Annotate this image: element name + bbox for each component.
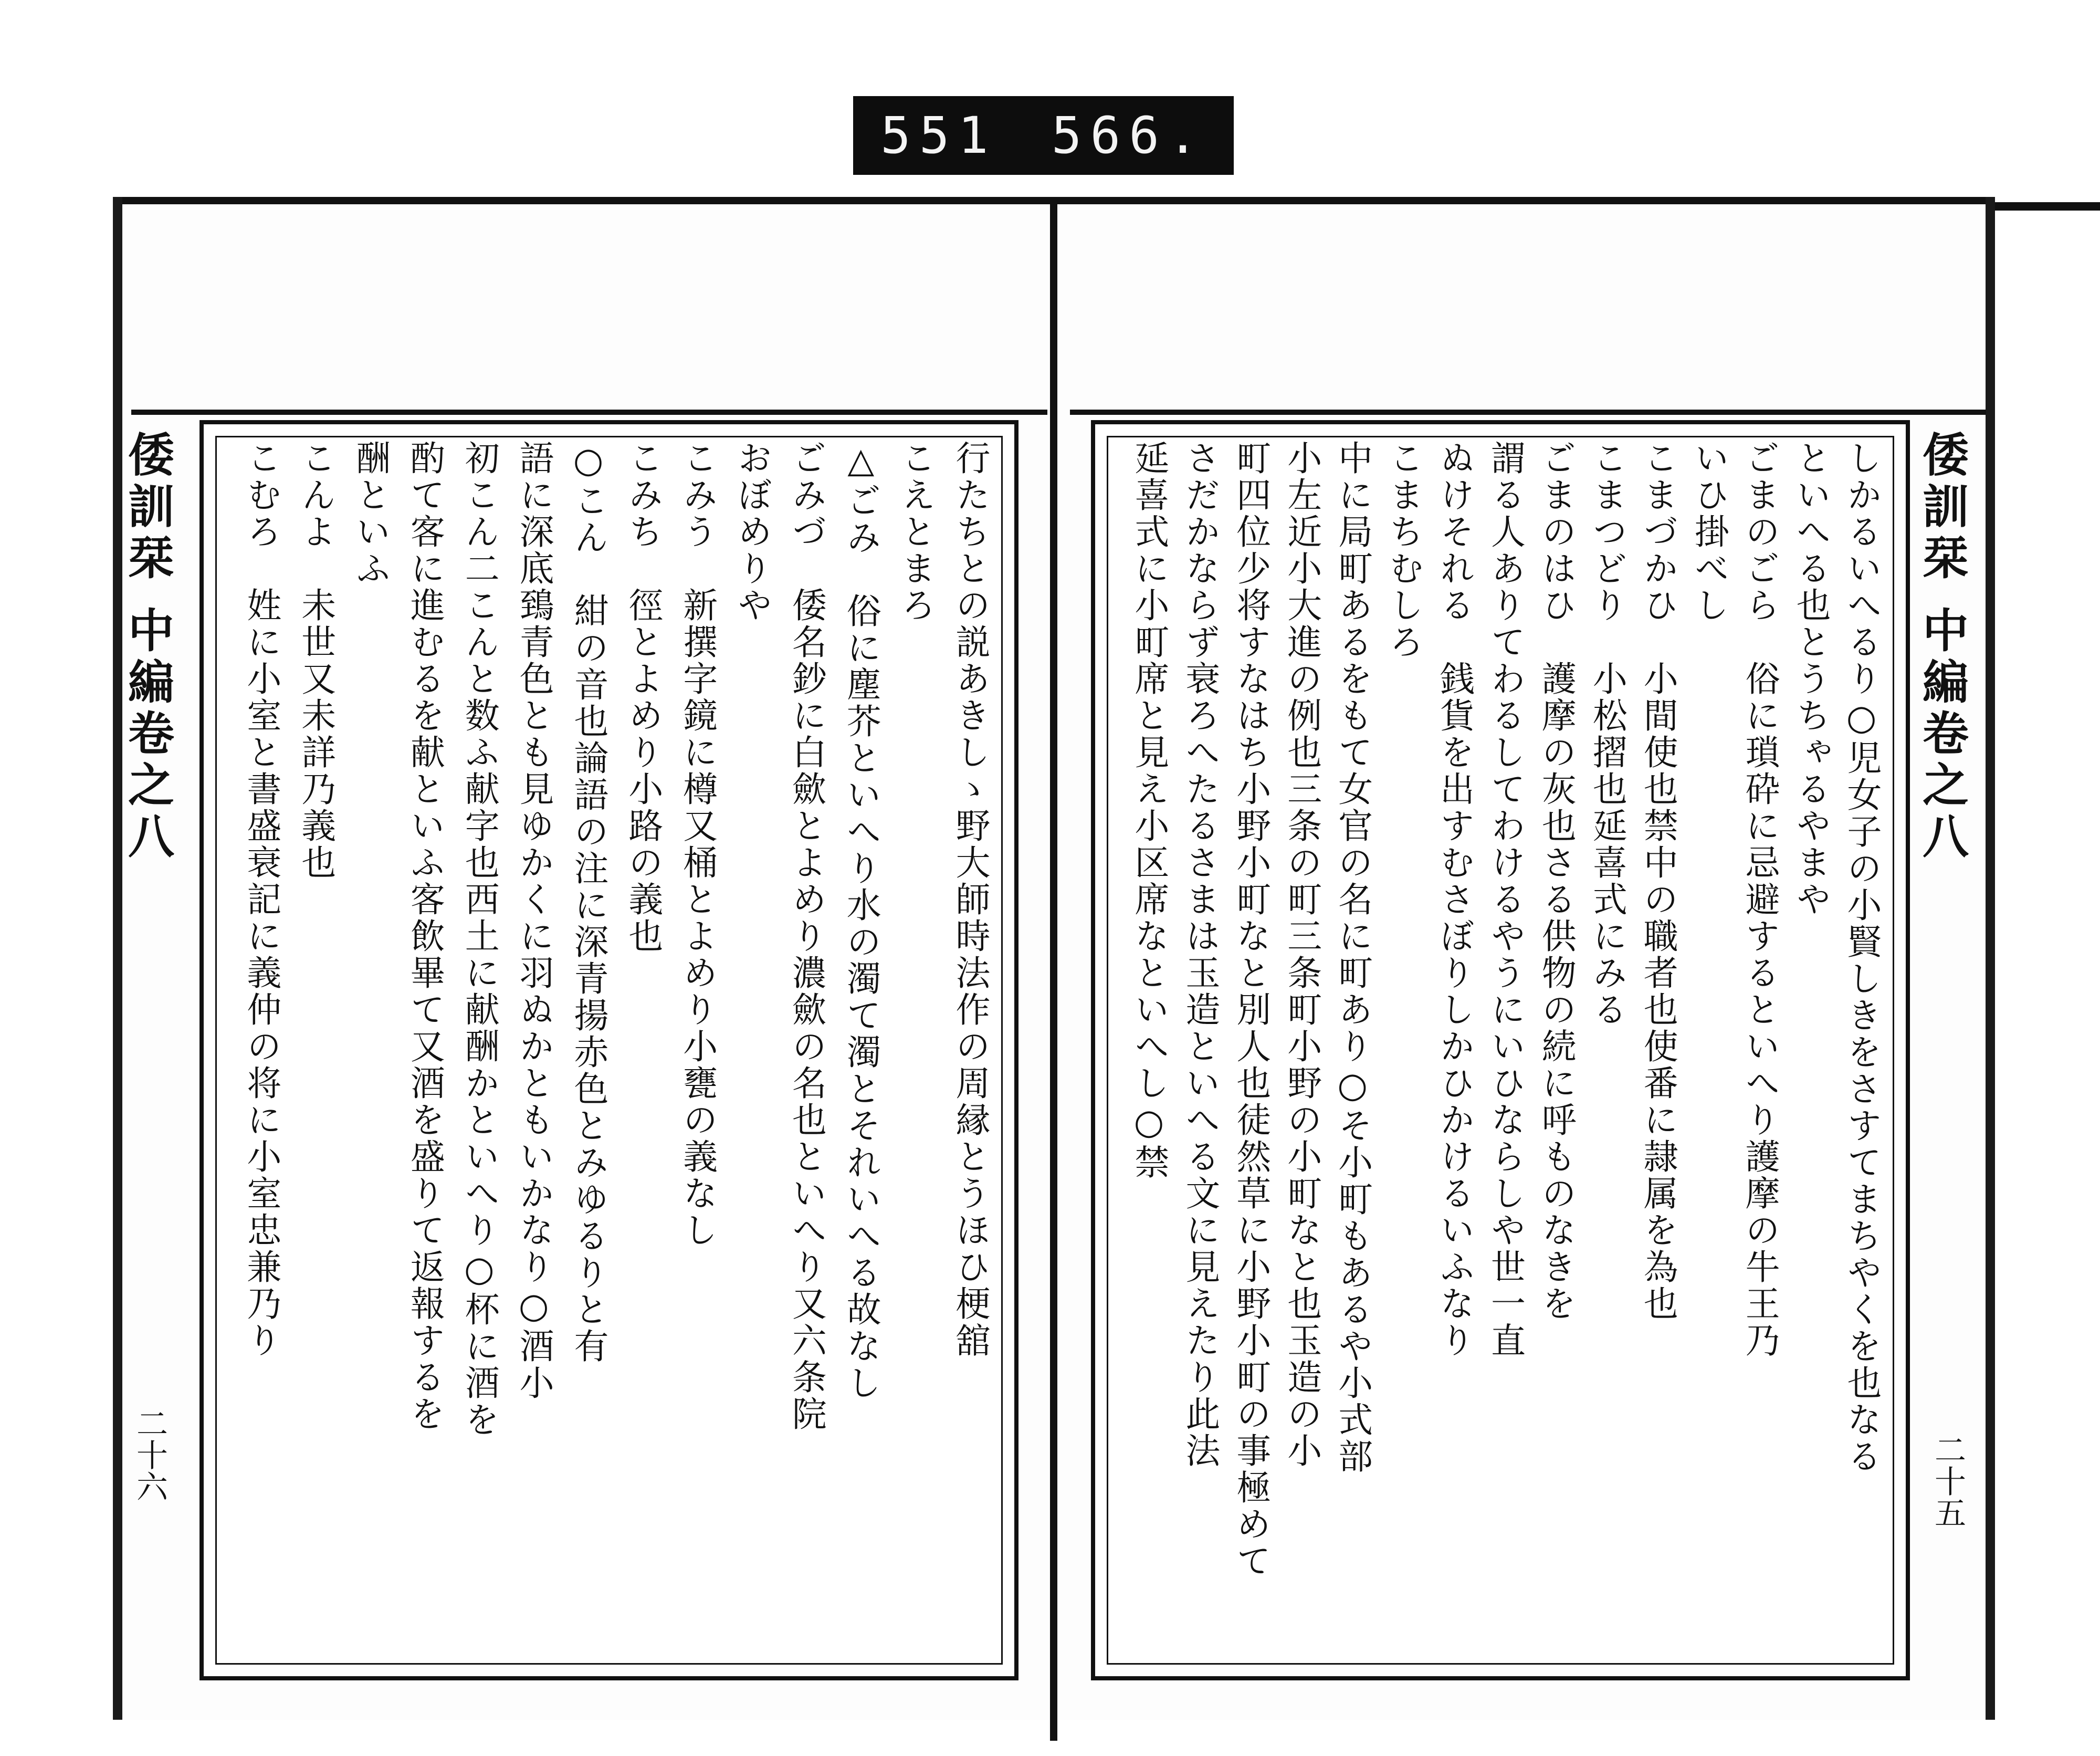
right-text-frame bbox=[1091, 420, 1910, 1680]
text-column: こみち 徑とよめり小路の義也 bbox=[622, 440, 663, 955]
text-column: 酌て客に進むるを献といふ客飲畢て又酒を盛りて返報するを bbox=[404, 440, 445, 1433]
text-column: 酬といふ bbox=[350, 440, 391, 587]
text-column: こみう 新撰字鏡に樽又桶とよめり小甕の義なし bbox=[677, 440, 718, 1249]
text-column: 中に局町あるをもて女官の名に町あり○そ小町もあるや小式部 bbox=[1332, 440, 1373, 1475]
text-column: こえとまろ bbox=[895, 440, 936, 624]
catalog-number-label bbox=[853, 96, 1234, 175]
catalog-number-left: 551 bbox=[880, 106, 997, 165]
text-column: 行たちとの説あきしゝ野大師時法作の周縁とうほひ梗舘 bbox=[950, 440, 990, 1359]
book-spine bbox=[1050, 197, 1057, 1741]
text-column: こまつどり 小松摺也延喜式にみる bbox=[1587, 440, 1628, 1028]
text-column: ぬけそれる 銭貨を出すむさぼりしかひかけるいふなり bbox=[1434, 440, 1475, 1359]
text-column: ごみづ 倭名鈔に白歛とよめり濃歛の名也といへり又六条院 bbox=[786, 440, 827, 1433]
text-column: ○こん 紺の音也論語の注に深青揚赤色とみゆるりと有 bbox=[568, 440, 608, 1365]
text-column: こむろ 姓に小室と書盛衰記に義仲の将に小室忠兼乃り bbox=[240, 440, 281, 1359]
left-margin-title: 倭訓栞 中編卷之八 bbox=[121, 431, 175, 864]
text-column: 延喜式に小町席と見え小区席なといへし○禁 bbox=[1128, 440, 1169, 1181]
right-margin-title: 倭訓栞 中編卷之八 bbox=[1915, 431, 1970, 864]
text-column: 小左近小大進の例也三条の町三条町小野の小町なと也玉造の小 bbox=[1281, 440, 1322, 1469]
left-band-rule bbox=[131, 410, 1047, 415]
text-column: ごまのはひ 護摩の灰也さる供物の続に呼ものなきを bbox=[1536, 440, 1577, 1322]
right-folio: 二十五 bbox=[1929, 1434, 1966, 1528]
right-band-rule bbox=[1070, 410, 1986, 415]
text-column: 謂る人ありてわるしてわけるやうにいひならしや世一直 bbox=[1485, 440, 1526, 1359]
text-column: さだかならず衰ろへたるさまは玉造といへる文に見えたり此法 bbox=[1179, 440, 1220, 1469]
text-column: こんよ 未世又未詳乃義也 bbox=[295, 440, 336, 881]
book-right-tab bbox=[1995, 202, 2100, 211]
text-column: といへる也とうちゃるやまや bbox=[1790, 440, 1831, 918]
text-column: △ごみ 俗に塵芥といへり水の濁て濁とそれいへる故なし bbox=[841, 440, 881, 1402]
text-column: ごまのごら 俗に瑣砕に忌避するといへり護摩の牛王乃 bbox=[1739, 440, 1780, 1359]
text-column: こまづかひ 小間使也禁中の職者也使番に隷属を為也 bbox=[1637, 440, 1678, 1322]
left-text-frame bbox=[200, 420, 1018, 1680]
text-column: しかるいへるり○児女子の小賢しきをさすてまちやくを也なる bbox=[1841, 440, 1882, 1475]
text-column: いひ掛べし bbox=[1688, 440, 1729, 624]
right-page bbox=[1059, 200, 1997, 1722]
text-column: こまちむしろ bbox=[1383, 440, 1424, 661]
text-column: おぼめりや bbox=[731, 440, 772, 624]
text-column: 初こん二こんと数ふ献字也西土に献酬かといへり○杯に酒を bbox=[459, 440, 500, 1438]
left-page bbox=[121, 200, 1058, 1722]
catalog-number-right: 566. bbox=[1051, 106, 1206, 165]
text-column: 町四位少将すなはち小野小町なと別人也徒然草に小野小町の事極めて bbox=[1230, 440, 1271, 1580]
left-folio: 二十六 bbox=[131, 1407, 168, 1502]
text-column: 語に深底鵄青色とも見ゆかくに羽ぬかともいかなり○酒小 bbox=[513, 440, 554, 1402]
